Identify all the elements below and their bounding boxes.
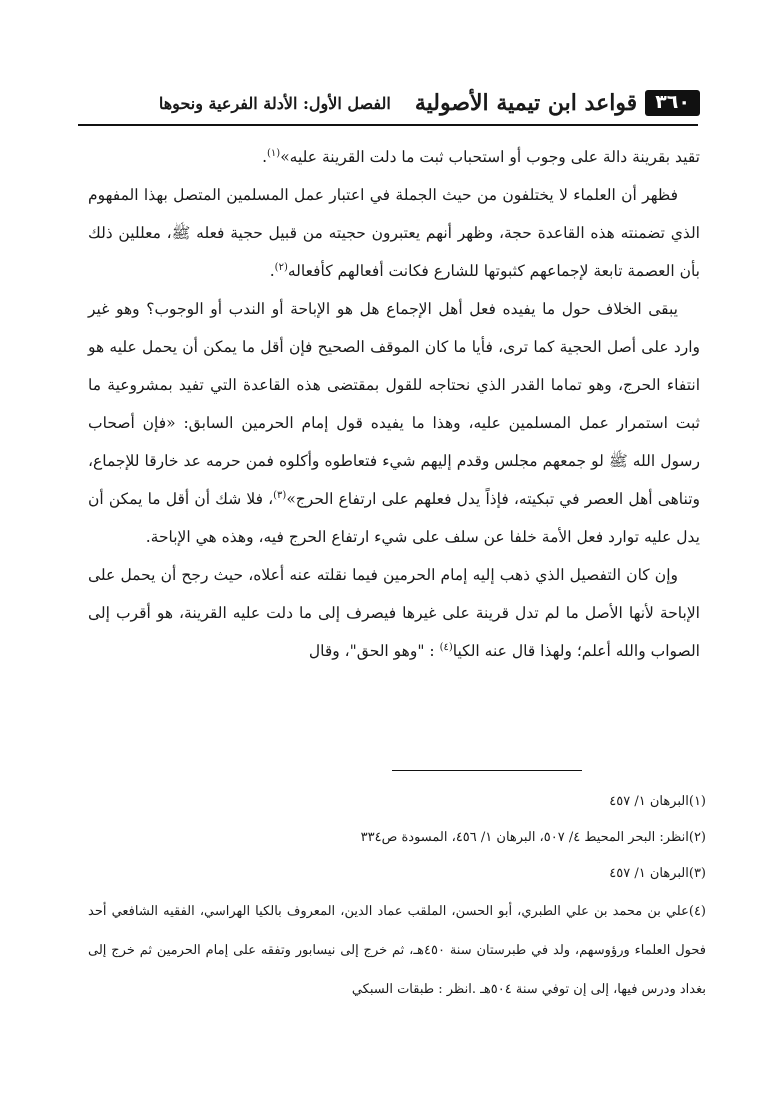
paragraph-text: وإن كان التفصيل الذي ذهب إليه إمام الحرمين فيما نقلته عنه أعلاه، حيث رجح أن يحمل على الإباحة لأنها الأصل ما لم تدل قرينة على غيرها فيصرف إلى ما دلت عليه القرينة، هو أقرب إلى الصواب والله أعلم؛ ولهذا قال عنه الكيا [88,566,700,660]
page-number: ٣٦٠ [645,90,700,116]
footnote: (٤)علي بن محمد بن علي الطبري، أبو الحسن، الملقب عماد الدين، المعروف بالكيا الهراسي، الفقيه الشافعي أحد فحول العلماء ورؤوسهم، ولد في طبرستان سنة ٤٥٠هـ، ثم خرج إلى نيسابور وتفقه على إمام الحرمين ثم خرج إلى بغداد ودرس فيها، إلى إن توفي سنة ٥٠٤هـ .انظر : طبقات السبكي [88,904,706,997]
paragraph: فظهر أن العلماء لا يختلفون من حيث الجملة في اعتبار عمل المسلمين المتصل بهذا المفهوم الذي تضمنته هذه القاعدة حجة، وظهر أنهم يعتبرون حجيته من قبيل حجية فعله ﷺ، معللين ذلك بأن العصمة تابعة لإجماعهم كثبوتها للشارع فكانت أفعالهم كأفعاله$^{(٢)}$. [88,186,700,280]
header-divider [78,124,698,126]
paragraph [88,556,700,670]
footnote-ref: (٣) [273,489,287,501]
paragraph [88,290,700,556]
footnote-ref: (٤) [439,641,453,653]
footnote: (١)البرهان ١/ ٤٥٧ [609,794,706,809]
chapter-title: الفصل الأول: الأدلة الفرعية ونحوها [158,93,391,113]
paragraph-text: ، فلا شك أن أقل ما يمكن أن يدل عليه توارد فعل الأمة خلفا عن سلف على شيء ارتفاع الحرج فيه، وهذه هي الإباحة. [88,490,700,546]
footnote: (٢)انظر: البحر المحيط ٤/ ٥٠٧، البرهان ١/ ٤٥٦، المسودة ص٣٣٤ [360,830,706,845]
footnote-divider [392,770,582,771]
paragraph: تقيد بقرينة دالة على وجوب أو استحباب ثبت ما دلت القرينة عليه»$^{(١)}$. [262,147,700,166]
page-header [70,86,700,120]
book-title: قواعد ابن تيمية الأصولية [414,90,638,116]
footnote: (٣)البرهان ١/ ٤٥٧ [609,866,706,881]
paragraph-text: فظهر أن العلماء لا يختلفون من حيث الجملة في اعتبار عمل المسلمين المتصل بهذا المفهوم الذي تضمنته هذه القاعدة حجة، وظهر أنهم يعتبرون حجيته من قبيل حجية فعله ﷺ، معللين ذلك بأن العصمة تابعة لإجماعهم كثبوتها للشارع فكانت أفعالهم كأفعاله [88,186,700,280]
footnotes [88,784,706,1009]
paragraph-text: تقيد بقرينة دالة على وجوب أو استحباب ثبت ما دلت القرينة عليه» [280,148,700,166]
paragraph-text: يبقى الخلاف حول ما يفيده فعل أهل الإجماع هل هو الإباحة أو الندب أو الوجوب؟ وهو غير وارد على أصل الحجية كما ترى، فأيا ما كان الموقف الصحيح فإن أقل ما يمكن أن يحمل عليه هو انتفاء الحرج، وهو تماما القدر الذي نحتاجه للقول بمقتضى هذه القاعدة التي تفيد بمشروعية ما ثبت استمرار عمل المسلمين عليه، وهذا ما يفيده قول إمام الحرمين السابق: «فإن أصحاب رسول الله ﷺ لو جمعهم مجلس وقدم إليهم شيء فتعاطوه وأكلوه فمن حرمه عد خارقا للإجماع، وتناهى أهل العصر في تبكيته، فإذاً يدل فعلهم على ارتفاع الحرج» [88,300,700,508]
footnote-ref: (٢) [274,261,288,273]
paragraph-text: : "وهو الحق"، وقال [308,642,435,660]
footnote-ref: (١) [267,147,281,159]
main-text [88,138,700,670]
